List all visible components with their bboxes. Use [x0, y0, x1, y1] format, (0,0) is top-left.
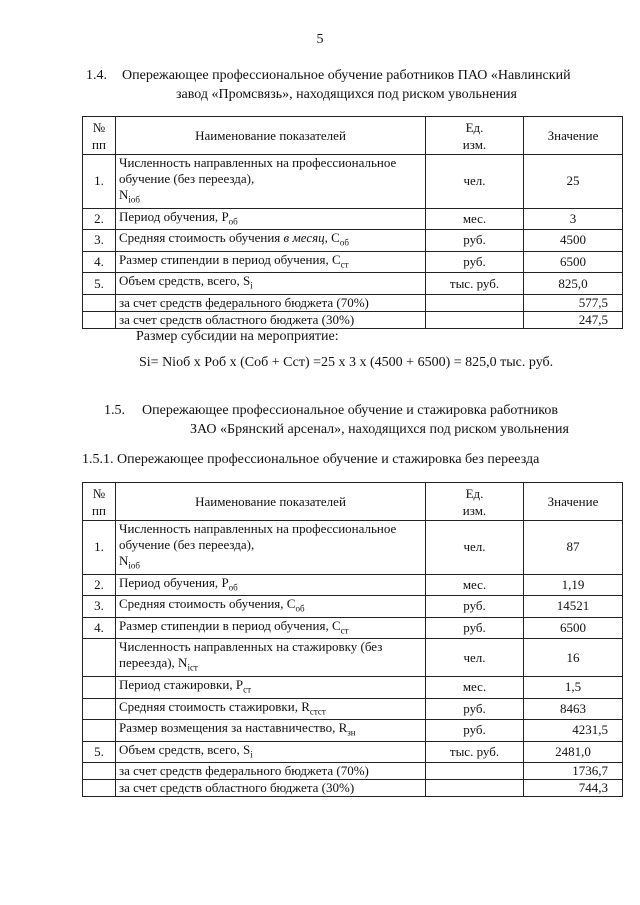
table-row: за счет средств областного бюджета (30%) 247,5	[83, 311, 623, 328]
table-row: Численность направленных на стажировку (без переезда), $N_{iст}$ чел. 16	[83, 639, 623, 677]
table-row: 1. Численность направленных на профессиональное обучение (без переезда), $N_{iоб}$ чел. 87	[83, 521, 623, 575]
table-row: 2. Период обучения, $Р_{об}$ мес. 3	[83, 208, 623, 230]
table-row: 3. Средняя стоимость обучения в месяц, $С_{об}$ руб. 4500	[83, 230, 623, 252]
table-row: Период стажировки, $Р_{ст}$ мес. 1,5	[83, 676, 623, 698]
table-row: 4. Размер стипендии в период обучения, $С_{ст}$ руб. 6500	[83, 251, 623, 273]
table-row: за счет средств федерального бюджета (70%) 577,5	[83, 294, 623, 311]
table-row: 5. Объем средств, всего, $S_i$ тыс. руб. 2481,0	[83, 741, 623, 763]
section-1-4-title	[86, 66, 626, 85]
header-unit: Ед. изм.	[426, 483, 524, 521]
table-row: 5. Объем средств, всего, $S_i$ тыс. руб. 825,0	[83, 273, 623, 295]
section-number: 1.4.	[86, 68, 107, 83]
header-name: Наименование показателей	[116, 117, 426, 155]
section-title-line2: ЗАО «Брянский арсенал», находящихся под риском увольнения	[190, 422, 569, 437]
section-title-line1: Опережающее профессиональное обучение работников ПАО «Навлинский	[122, 68, 571, 83]
table-header-row	[83, 483, 623, 521]
table-row: Размер возмещения за наставничество, $R_{зн}$ руб. 4231,5	[83, 720, 623, 742]
section-title-line2: завод «Промсвязь», находящихся под риском увольнения	[176, 87, 517, 102]
header-num: № пп	[83, 117, 116, 155]
page-number: 5	[316, 32, 324, 47]
header-unit: Ед. изм.	[426, 117, 524, 155]
header-num: № пп	[83, 483, 116, 521]
table-row: 2. Период обучения, $Р_{об}$ мес. 1,19	[83, 574, 623, 596]
table-1-5-1	[82, 482, 623, 797]
header-name: Наименование показателей	[116, 483, 426, 521]
section-title-line1: Опережающее профессиональное обучение и стажировка работников	[142, 403, 558, 418]
table-row: 1. Численность направленных на профессиональное обучение (без переезда), $N_{iоб}$ чел. 25	[83, 155, 623, 209]
section-number: 1.5.	[104, 403, 125, 418]
formula-label: Размер субсидии на мероприятие:	[136, 329, 339, 344]
subsection-title: 1.5.1. Опережающее профессиональное обучение и стажировка без переезда	[82, 452, 540, 467]
table-1-4	[82, 116, 623, 329]
table-header-row	[83, 117, 623, 155]
table-row: 3. Средняя стоимость обучения, $С_{об}$ руб. 14521	[83, 596, 623, 618]
header-value: Значение	[524, 483, 623, 521]
table-row: за счет средств федерального бюджета (70%) 1736,7	[83, 763, 623, 780]
table-row: 4. Размер стипендии в период обучения, $С_{ст}$ руб. 6500	[83, 617, 623, 639]
table-row: Средняя стоимость стажировки, $R_{стст}$ руб. 8463	[83, 698, 623, 720]
header-value: Значение	[524, 117, 623, 155]
formula: Si= Niоб x Pоб x (Соб + Сст) =25 x 3 x (4500 + 6500) = 825,0 тыс. руб.	[139, 355, 554, 370]
table-row: за счет средств областного бюджета (30%) 744,3	[83, 780, 623, 797]
section-1-5-title	[104, 401, 634, 420]
